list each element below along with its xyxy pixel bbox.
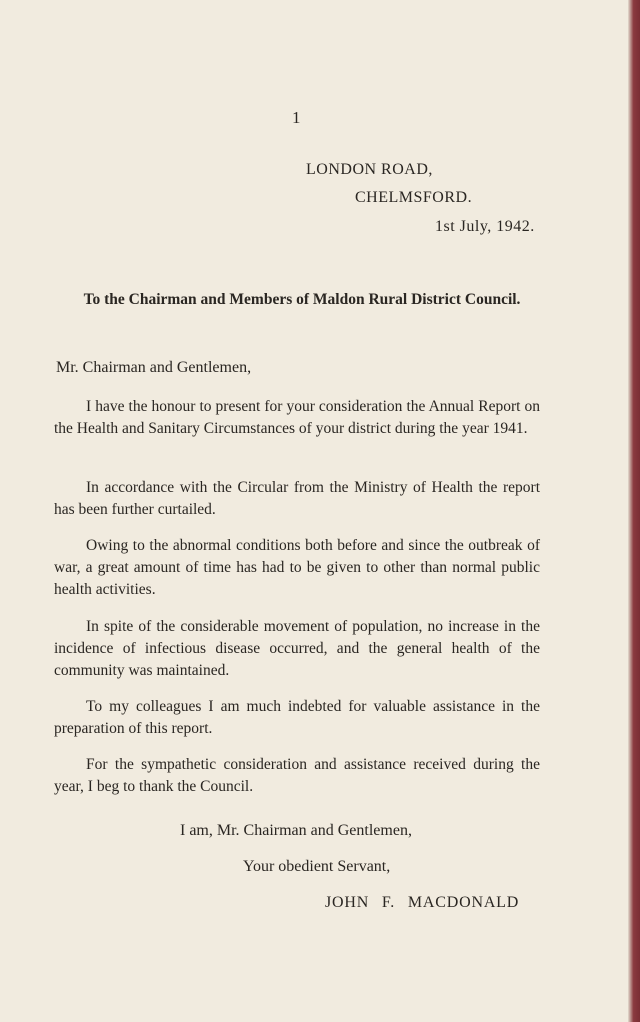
address-line-1: LONDON ROAD, bbox=[306, 161, 433, 178]
paragraph: In spite of the considerable movement of population, no increase in the incidence of infectious disease occurred, and the general health of the community was maintained. bbox=[54, 618, 540, 679]
paragraph: In accordance with the Circular from the Ministry of Health the report has been further curtailed. bbox=[54, 479, 540, 518]
signature: JOHN F. MACDONALD bbox=[325, 894, 520, 911]
address-line-2: CHELMSFORD. bbox=[355, 189, 473, 206]
page-edge bbox=[628, 0, 640, 1022]
letter-date: 1st July, 1942. bbox=[435, 218, 535, 235]
closing-line: I am, Mr. Chairman and Gentlemen, bbox=[180, 822, 412, 839]
letter-heading: To the Chairman and Members of Maldon Rural District Council. bbox=[83, 291, 521, 308]
page-number: 1 bbox=[292, 108, 301, 127]
closing-servant: Your obedient Servant, bbox=[243, 858, 391, 875]
salutation: Mr. Chairman and Gentlemen, bbox=[56, 359, 252, 376]
paragraph: To my colleagues I am much indebted for valuable assistance in the preparation of this report. bbox=[54, 698, 540, 737]
paragraph: I have the honour to present for your consideration the Annual Report on the Health and Sanitary Circumstances of your district during the year 1941. bbox=[54, 398, 540, 437]
paragraph: For the sympathetic consideration and assistance received during the year, I beg to thank the Council. bbox=[54, 756, 540, 795]
paragraph: Owing to the abnormal conditions both before and since the outbreak of war, a great amount of time has had to be given to other than normal public health activities. bbox=[54, 537, 540, 598]
